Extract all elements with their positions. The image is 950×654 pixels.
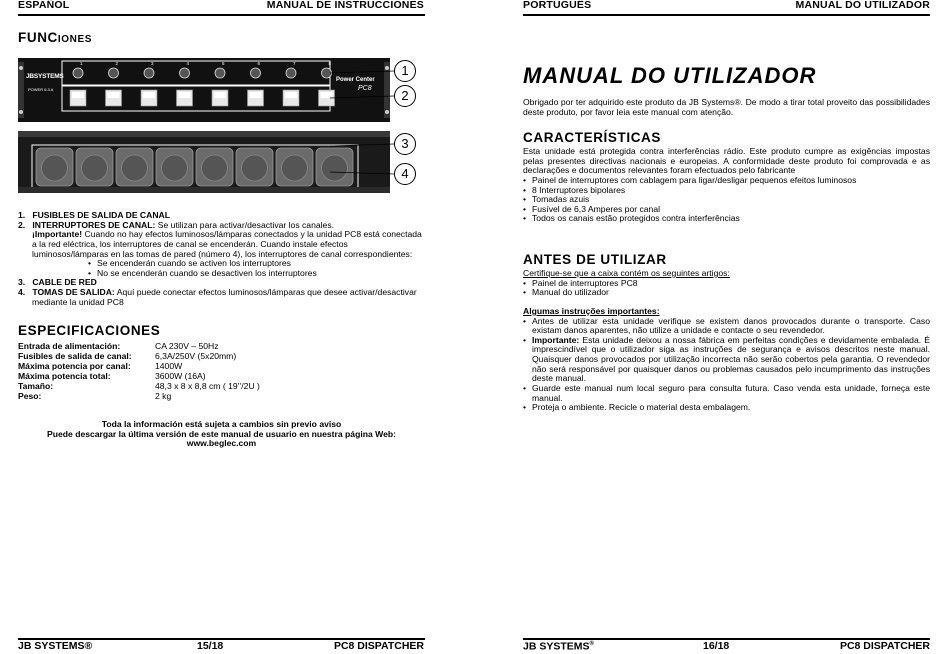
fuse-number: 2 [115, 61, 119, 66]
switch-rocker-icon [285, 92, 297, 98]
spec-row: Fusibles de salida de canal: 6,3A/250V (5x20mm) [18, 351, 237, 361]
callout-3: 3 [394, 133, 416, 155]
important-bullets [18, 259, 425, 278]
left-header-rule [18, 14, 425, 16]
callout-leader-lines [330, 60, 400, 190]
device-model-label: Power Center [336, 77, 375, 83]
safety-label: Algumas instruções importantes: [523, 305, 660, 316]
important-bullet: • Se encenderán cuando se activen los interruptores [88, 259, 425, 269]
switch-rocker-icon [179, 92, 191, 98]
fuse-holder-icon [286, 68, 296, 78]
before-use-block [523, 269, 930, 413]
notice-line-2: Puede descargar la última versión de este manual de usuario en nuestra página Web: [47, 428, 396, 439]
fuse-holder-icon [144, 68, 154, 78]
safety-item: • Importante: Esta unidade deixou a nossa fábrica em perfeitas condições e devidamente embalada. É imprescindível que o utilizador siga as instruções de segurança e avisos descritos neste manual. Quaisquer danos provocados por utilização incorrecta não serão cobertos pela garantia. O revendedor não será responsável por quaisquer danos ou problemas causados pelo incumprimento das instruções deste manual. [523, 336, 930, 384]
spec-row: Tamaño: 48,3 x 8 x 8,8 cm ( 19’’/2U ) [18, 381, 260, 391]
safety-item: • Guarde este manual num local seguro para consulta futura. Caso venda esta unidade, forneça este manual. [523, 384, 930, 403]
switch-rocker-icon [250, 92, 262, 98]
fuse-number: 6 [257, 61, 261, 66]
switch-rocker-icon [143, 92, 155, 98]
feature-item: • 8 Interruptores bipolares [523, 186, 930, 196]
box-item: • Manual do utilizador [523, 288, 930, 298]
outlet-lid-icon [242, 155, 268, 181]
right-header-language: PORTUGUÊS [523, 0, 592, 11]
device-brand-label: JBSYSTEMS [26, 73, 64, 80]
device-model: PC8 [358, 85, 372, 92]
features-list [523, 176, 930, 224]
spec-row: Entrada de alimentación: CA 230V – 50Hz [18, 341, 219, 351]
right-page [475, 0, 950, 654]
box-item: • Painel de interruptores PC8 [523, 279, 930, 289]
outlet-lid-icon [202, 155, 228, 181]
important-bullet: • No se encenderán cuando se desactiven los interruptores [88, 269, 425, 279]
fuse-number: 1 [80, 61, 83, 66]
left-footer-brand: JB SYSTEMS® [18, 640, 93, 652]
outlet-lid-icon [162, 155, 188, 181]
left-header-language: ESPAÑOL [18, 0, 70, 11]
switch-rocker-icon [108, 92, 120, 98]
section-before-use-title: ANTES DE UTILIZAR [523, 252, 667, 267]
spec-row: Peso: 2 kg [18, 391, 172, 401]
device-fuse-label: POWER 6.3 A [28, 87, 54, 92]
fuse-number: 8 [328, 61, 332, 66]
safety-item: • Proteja o ambiente. Recicle o material desta embalagem. [523, 403, 930, 413]
function-item-3: 3. CABLE DE RED [18, 277, 97, 288]
safety-list [523, 317, 930, 413]
intro-paragraph: Obrigado por ter adquirido este produto da JB Systems®. De modo a tirar total proveito das possibilidades deste produto, por favor leia este manual com atenção. [523, 97, 930, 117]
fuse-holder-icon [109, 68, 119, 78]
outlet-lid-icon [82, 155, 108, 181]
callout-1: 1 [394, 60, 416, 82]
safety-item: • Antes de utilizar esta unidade verifique se existem danos provocados durante o transporte. Caso existam danos aparentes, não utilize a unidade e contacte o seu revendedor. [523, 317, 930, 336]
feature-item: • Todos os canais estão protegidos contra interferências [523, 214, 930, 224]
section-specs-title: ESPECIFICACIONES [18, 323, 161, 338]
section-functions-title: FUNCIONES [18, 30, 93, 45]
feature-item: • Tomadas azuis [523, 195, 930, 205]
notice-block [18, 420, 425, 449]
fuse-holder-icon [73, 68, 83, 78]
features-block [523, 147, 930, 224]
fuse-number: 7 [293, 61, 296, 66]
switch-rocker-icon [72, 92, 84, 98]
right-footer-brand: JB SYSTEMS® [523, 640, 594, 653]
features-text: Esta unidade está protegida contra interferências rádio. Este produto cumpre as exigências impostas pelas presentes directivas nacionais e europeias. A conformidade deste produto foi comprovada e as declarações e documentos relevantes foram efectuados pelo fabricante [523, 146, 930, 176]
left-header-title: MANUAL DE INSTRUCCIONES [266, 0, 424, 11]
section-features-title: CARACTERÍSTICAS [523, 130, 662, 145]
outlet-lid-icon [282, 155, 308, 181]
box-contents-label: Certifique-se que a caixa contém os seguintes artigos: [523, 268, 730, 278]
right-footer-product: PC8 DISPATCHER [839, 640, 930, 652]
box-contents-list [523, 279, 930, 298]
website-link[interactable]: www.beglec.com [186, 438, 257, 449]
important-note: ¡Importante! Cuando no hay efectos luminosos/lámparas conectados y la unidad PC8 está conectada a la red eléctrica, los interruptores de canal se encenderán. Cuando instale efectos luminosos/lámparas en las tomas de pared (número 4), los interruptores de canal correspondientes: [32, 229, 422, 259]
callout-4: 4 [394, 163, 416, 185]
right-footer-page-number: 16/18 [703, 640, 730, 652]
fuse-number: 3 [151, 61, 154, 66]
left-footer-product: PC8 DISPATCHER [333, 640, 424, 652]
fuse-number: 5 [222, 61, 225, 66]
notice-line-1: Toda la información está sujeta a cambios sin previo aviso [101, 419, 342, 429]
fuse-holder-icon [180, 68, 190, 78]
fuse-number: 4 [186, 61, 190, 66]
outlet-lid-icon [42, 155, 68, 181]
function-item-2: 2. INTERRUPTORES DE CANAL: Se utilizan para activar/desactivar los canales. [18, 219, 335, 230]
outlet-lid-icon [122, 155, 148, 181]
functions-list [18, 211, 425, 307]
right-header-title: MANUAL DO UTILIZADOR [795, 0, 930, 11]
right-header-rule [523, 14, 930, 16]
fuse-holder-icon [215, 68, 225, 78]
left-footer-page-number: 15/18 [197, 640, 224, 652]
callout-2: 2 [394, 85, 416, 107]
spec-row: Máxima potencia total: 3600W (16A) [18, 371, 206, 381]
page-title: MANUAL DO UTILIZADOR [523, 63, 817, 88]
spec-row: Máxima potencia por canal: 1400W [18, 361, 183, 371]
fuse-holder-icon [251, 68, 261, 78]
function-item-4: 4. TOMAS DE SALIDA: Aquí puede conectar efectos luminosos/lámparas que desee activar/desactivar mediante la unidad PC8 [18, 287, 417, 307]
feature-item: • Painel de interruptores com cablagem para ligar/desligar pequenos efeitos luminosos [523, 176, 930, 186]
specs-table [18, 342, 425, 402]
switch-rocker-icon [214, 92, 226, 98]
function-item-1: 1. FUSIBLES DE SALIDA DE CANAL [18, 210, 171, 220]
feature-item: • Fusível de 6,3 Amperes por canal [523, 205, 930, 215]
